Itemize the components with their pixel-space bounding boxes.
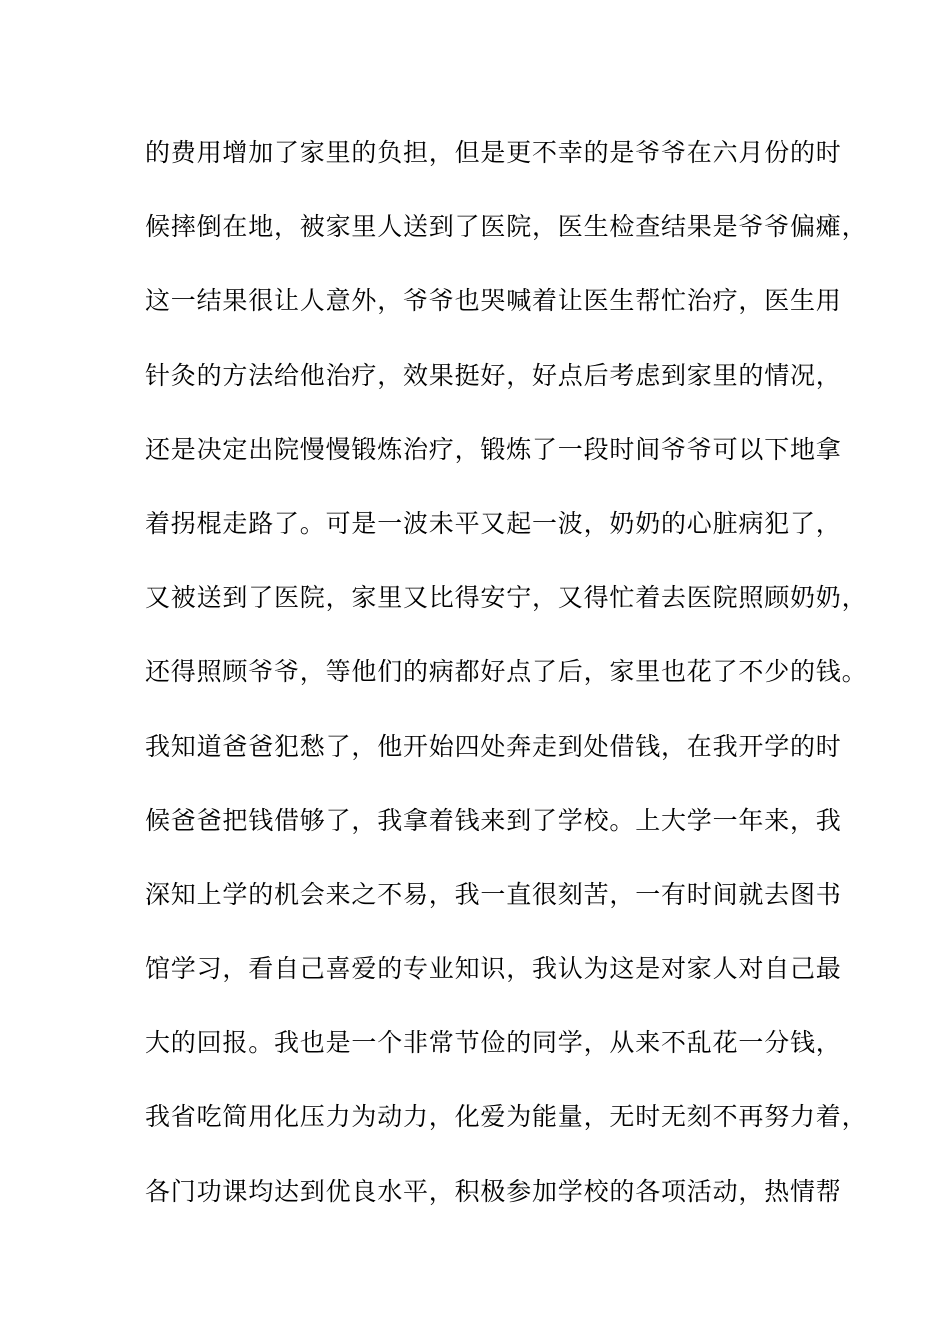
text-line-12: 馆学习，看自己喜爱的专业知识，我认为这是对家人对自己最 <box>145 954 842 984</box>
text-line-9: 我知道爸爸犯愁了，他开始四处奔走到处借钱，在我开学的时 <box>145 731 842 761</box>
text-line-7: 又被送到了医院，家里又比得安宁，又得忙着去医院照顾奶奶， <box>145 583 868 613</box>
text-line-4: 针灸的方法给他治疗，效果挺好，好点后考虑到家里的情况， <box>145 360 842 390</box>
text-line-15: 各门功课均达到优良水平，积极参加学校的各项活动，热情帮 <box>145 1176 842 1206</box>
text-line-10: 候爸爸把钱借够了，我拿着钱来到了学校。上大学一年来，我 <box>145 805 842 835</box>
text-line-2: 候摔倒在地，被家里人送到了医院，医生检查结果是爷爷偏瘫， <box>145 212 868 242</box>
text-line-14: 我省吃简用化压力为动力，化爱为能量，无时无刻不再努力着， <box>145 1102 868 1132</box>
text-line-6: 着拐棍走路了。可是一波未平又起一波，奶奶的心脏病犯了， <box>145 508 842 538</box>
body-text <box>145 130 868 1243</box>
text-line-11: 深知上学的机会来之不易，我一直很刻苦，一有时间就去图书 <box>145 879 842 909</box>
text-line-8: 还得照顾爷爷，等他们的病都好点了后，家里也花了不少的钱。 <box>145 657 868 687</box>
text-line-13: 大的回报。我也是一个非常节俭的同学，从来不乱花一分钱， <box>145 1028 842 1058</box>
text-line-1: 的费用增加了家里的负担，但是更不幸的是爷爷在六月份的时 <box>145 138 842 167</box>
text-line-3: 这一结果很让人意外，爷爷也哭喊着让医生帮忙治疗，医生用 <box>145 286 842 316</box>
text-line-5: 还是决定出院慢慢锻炼治疗，锻炼了一段时间爷爷可以下地拿 <box>145 434 842 464</box>
